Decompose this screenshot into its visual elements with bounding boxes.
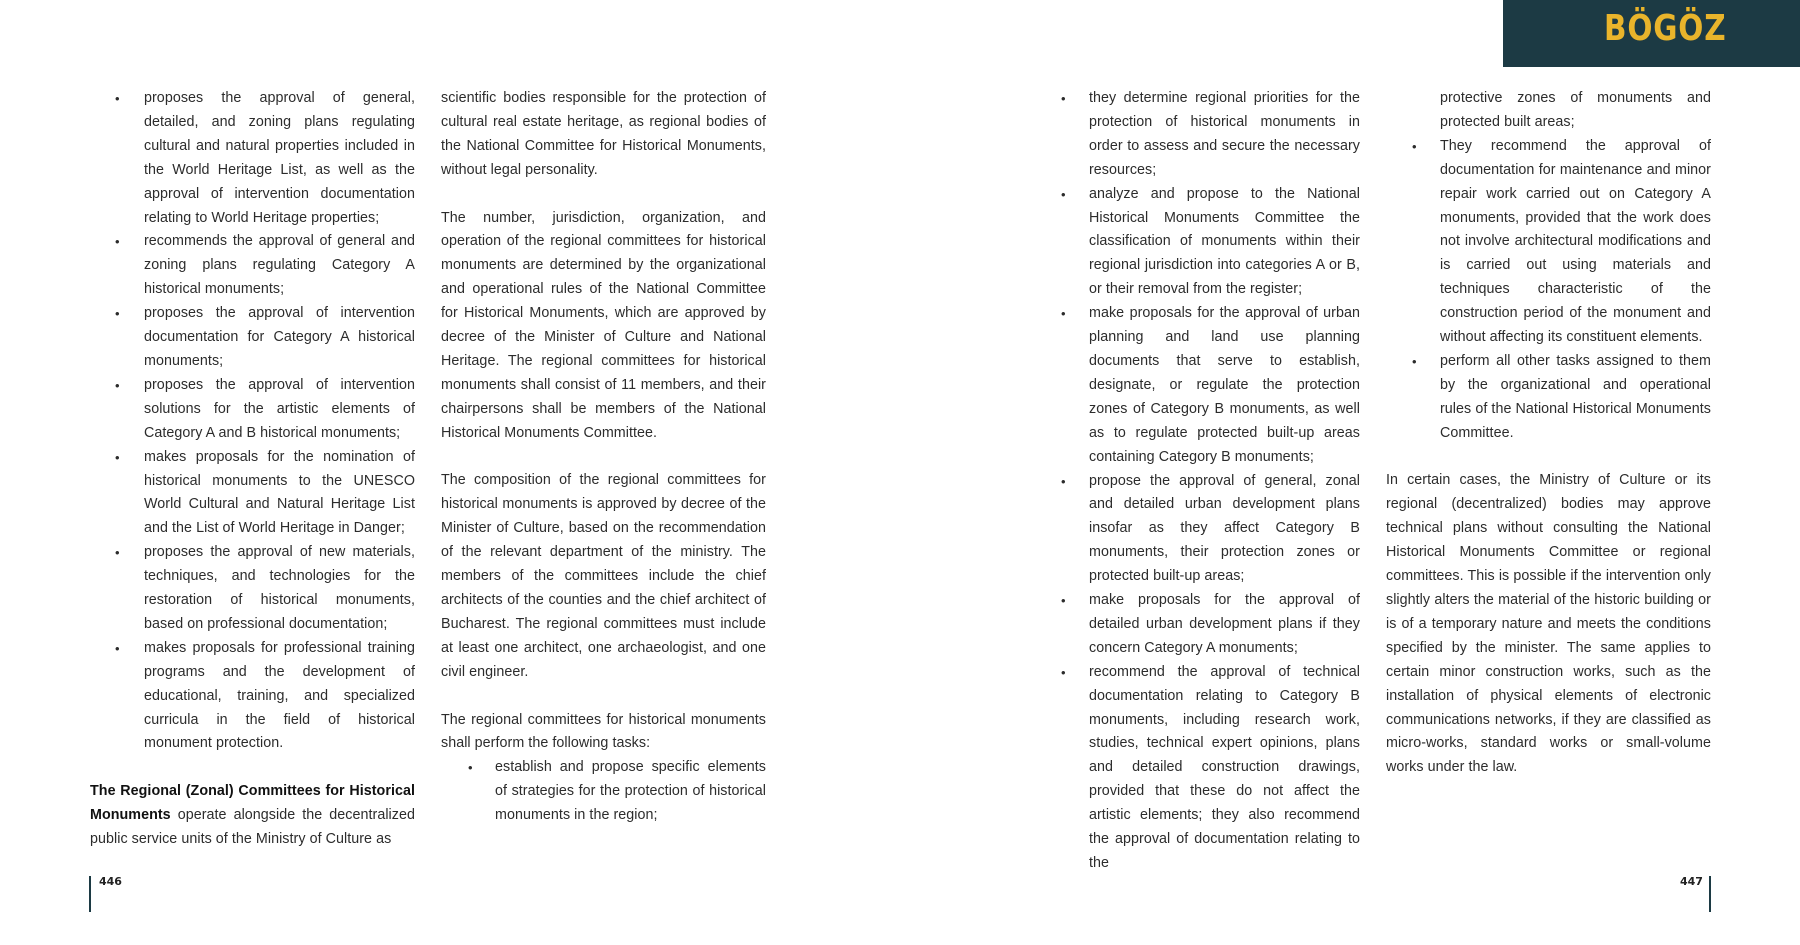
list-item: • propose the approval of general, zonal and detailed urban development plans insofar as they affect Category B monuments, their protection zones or protected built-up areas; [1061,472,1360,585]
page-number-rule-right [1709,876,1711,912]
list-item: • They recommend the approval of documentation for maintenance and minor repair work carried out on Category A monuments, provided that the work does not involve architectural modifications and is carried out using materials and techniques characteristic of the construction period of the monument and without affecting its constituent elements. [1412,137,1711,346]
paragraph: The number, jurisdiction, organization, and operation of the regional committees for historical monuments are determined by the organizational and operational rules of the National Committee for Historical Monuments, which are approved by decree of the Minister of Culture and National Heritage. The regional committees for historical monuments shall consist of 11 members, and their chairpersons shall be members of the National Historical Monuments Committee. [441,209,766,441]
list-item: • proposes the approval of new materials, techniques, and technologies for the restoration of historical monuments, based on professional documentation; [115,544,415,632]
task-list-regional-continued [1059,87,1360,876]
page-number-left: 446 [99,875,122,888]
list-item: • make proposals for the approval of detailed urban development plans if they concern Category A monuments; [1061,592,1360,656]
list-item: • they determine regional priorities for the protection of historical monuments in order to assess and secure the necessary resources; [1061,90,1360,178]
list-item: • makes proposals for professional training programs and the development of educational, training, and specialized curricula in the field of historical monument protection. [115,639,415,752]
regional-committees-paragraph: The Regional (Zonal) Committees for Historical Monuments operate alongside the decentralized public service units of the Ministry of Culture as [90,783,415,848]
task-list-regional [441,756,766,828]
task-list-regional-end [1386,135,1711,446]
paragraph: The composition of the regional committees for historical monuments is approved by decree of the Minister of Culture, based on the recommendation of the relevant department of the ministry. The members of the committees include the chief architects of the counties and the chief architect of Bucharest. The regional committees must include at least one architect, one archaeologist, and one civil engineer. [441,472,766,680]
column-4 [1386,87,1711,780]
paragraph: The regional committees for historical monuments shall perform the following tasks: [441,711,766,752]
list-item: • proposes the approval of general, detailed, and zoning plans regulating cultural and natural properties included in the World Heritage List, as well as the approval of intervention documentation relating to World Heritage properties; [115,90,415,226]
page-number-right: 447 [1680,875,1703,888]
paragraph: In certain cases, the Ministry of Culture or its regional (decentralized) bodies may approve technical plans without consulting the National Historical Monuments Committee or regional committees. This is possible if the intervention only slightly alters the material of the historic building or is of a temporary nature and meets the conditions specified by the minister. The same applies to certain minor construction works, such as the installation of physical elements of electronic communications networks, if they are classified as micro-works, standard works or small-volume works under the law. [1386,472,1711,776]
list-item: • proposes the approval of intervention documentation for Category A historical monuments; [115,305,415,369]
list-item-continuation: protective zones of monuments and protected built areas; [1440,90,1711,130]
list-item: • recommend the approval of technical documentation relating to Category B monuments, including research work, studies, technical expert opinions, plans and detailed construction drawings, provided that these do not affect the artistic elements; they also recommend the approval of documentation relating to the [1061,663,1360,871]
paragraph: scientific bodies responsible for the protection of cultural real estate heritage, as regional bodies of the National Committee for Historical Monuments, without legal personality. [441,90,766,178]
list-item: • proposes the approval of intervention solutions for the artistic elements of Category A and B historical monuments; [115,376,415,441]
list-item: • make proposals for the approval of urban planning and land use planning documents that serve to establish, designate, or regulate the protection zones of Category B monuments, as well as to regulate protected built-up areas containing Category B monuments; [1061,305,1360,465]
list-item: • recommends the approval of general and zoning plans regulating Category A historical monuments; [115,233,415,298]
list-item: • analyze and propose to the National Historical Monuments Committee the classification of monuments within their regional jurisdiction into categories A or B, or their removal from the register; [1061,185,1360,298]
page-number-rule-left [89,876,91,912]
column-3 [1059,87,1360,876]
brand-title: BÖGÖZ [1604,8,1727,49]
column-2 [441,87,766,828]
task-list-national [90,87,415,756]
column-1 [90,87,415,852]
list-item: • establish and propose specific elements of strategies for the protection of historical monuments in the region; [468,759,766,824]
list-item: • makes proposals for the nomination of historical monuments to the UNESCO World Cultural and Natural Heritage List and the List of World Heritage in Danger; [115,448,415,537]
list-item: • perform all other tasks assigned to them by the organizational and operational rules of the National Historical Monuments Committee. [1412,352,1711,441]
